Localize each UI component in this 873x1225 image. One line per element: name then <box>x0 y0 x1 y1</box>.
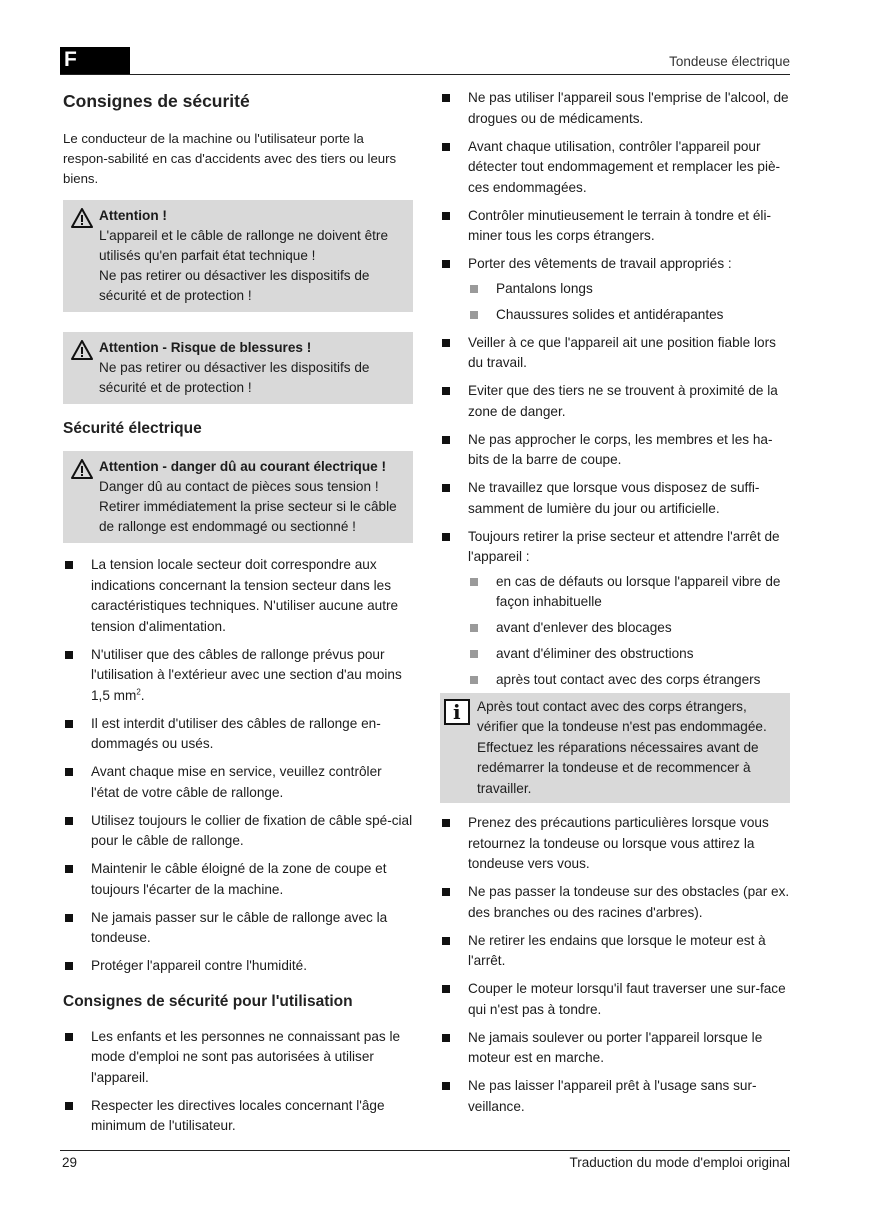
warning-line: Retirer immédiatement la prise secteur si le câble de rallonge est endommagé ou sectionné ! <box>99 499 397 534</box>
list-item: Protéger l'appareil contre l'humidité. <box>63 956 413 977</box>
sub-list-item: après tout contact avec des corps étrangers <box>468 670 790 691</box>
list-item: Couper le moteur lorsqu'il faut traverser une sur-face qui n'est pas à tondre. <box>440 979 790 1020</box>
warning-title: Attention - Risque de blessures ! <box>99 340 312 355</box>
section-title-usage: Consignes de sécurité pour l'utilisation <box>63 992 353 1010</box>
list-item: Ne retirer les endains que lorsque le moteur est à l'arrêt. <box>440 931 790 972</box>
warning-triangle-icon <box>71 459 93 479</box>
list-item: Maintenir le câble éloigné de la zone de coupe et toujours l'écarter de la machine. <box>63 859 413 900</box>
list-item: Ne pas laisser l'appareil prêt à l'usage sans sur-veillance. <box>440 1076 790 1117</box>
warning-box-electrical <box>63 451 413 543</box>
sub-list-item: avant d'enlever des blocages <box>468 618 790 639</box>
warning-box-attention <box>63 200 413 312</box>
right-column <box>440 88 790 1125</box>
footer-text: Traduction du mode d'emploi original <box>569 1155 790 1170</box>
footer-rule <box>60 1150 790 1151</box>
list-item-text: Porter des vêtements de travail appropriés : <box>468 256 732 271</box>
superscript: 2 <box>136 686 141 696</box>
sub-list-item: avant d'éliminer des obstructions <box>468 644 790 665</box>
warning-box-injury <box>63 332 413 404</box>
list-item: Utilisez toujours le collier de fixation de câble spé-cial pour le câble de rallonge. <box>63 811 413 852</box>
list-item: Ne pas passer la tondeuse sur des obstacles (par ex. des branches ou des racines d'arbres). <box>440 882 790 923</box>
unplug-sublist <box>468 572 790 691</box>
list-item: Les enfants et les personnes ne connaissant pas le mode d'emploi ne sont pas autorisées à utiliser l'appareil. <box>63 1027 413 1089</box>
list-item <box>440 254 790 325</box>
sub-list-item: Pantalons longs <box>468 279 790 300</box>
list-item: La tension locale secteur doit correspondre aux indications concernant la tension secteur dans les caractéristiques techniques. N'utiliser aucune autre tension d'alimentation. <box>63 555 413 637</box>
list-item: Ne jamais passer sur le câble de rallonge avec la tondeuse. <box>63 908 413 949</box>
list-item <box>440 527 790 691</box>
list-item: Veiller à ce que l'appareil ait une position fiable lors du travail. <box>440 333 790 374</box>
list-item: Avant chaque mise en service, veuillez contrôler l'état de votre câble de rallonge. <box>63 762 413 803</box>
list-item: Prenez des précautions particulières lorsque vous retournez la tondeuse ou lorsque vous attirez la tondeuse vers vous. <box>440 813 790 875</box>
clothing-sublist <box>468 279 790 326</box>
warning-title: Attention ! <box>99 208 167 223</box>
list-item: Ne pas approcher le corps, les membres et les ha-bits de la barre de coupe. <box>440 430 790 471</box>
electrical-list <box>63 555 413 977</box>
language-code: F <box>64 48 77 71</box>
warning-triangle-icon <box>71 208 93 228</box>
sub-list-item: en cas de défauts ou lorsque l'appareil vibre de façon inhabituelle <box>468 572 790 613</box>
info-icon: i <box>444 699 470 725</box>
warning-title: Attention - danger dû au courant électrique ! <box>99 459 386 474</box>
list-item: Ne travaillez que lorsque vous disposez de suffi-samment de lumière du jour ou artificielle. <box>440 478 790 519</box>
usage-list <box>63 1027 413 1137</box>
list-item: Ne pas utiliser l'appareil sous l'emprise de l'alcool, de drogues ou de médicaments. <box>440 88 790 129</box>
list-item: Respecter les directives locales concernant l'âge minimum de l'utilisateur. <box>63 1096 413 1137</box>
sub-list-item: Chaussures solides et antidérapantes <box>468 305 790 326</box>
info-text: Après tout contact avec des corps étrangers, vérifier que la tondeuse n'est pas endommagée. Effectuez les réparations nécessaires avant de redémarrer la tondeuse et de recommencer à travailler. <box>477 698 767 796</box>
list-item: Ne jamais soulever ou porter l'appareil lorsque le moteur est en marche. <box>440 1028 790 1069</box>
warning-line: Ne pas retirer ou désactiver les dispositifs de sécurité et de protection ! <box>99 268 370 303</box>
list-item: N'utiliser que des câbles de rallonge prévus pour l'utilisation à l'extérieur avec une section d'au moins 1,5 $mm^2$. <box>63 645 413 707</box>
warning-line: L'appareil et le câble de rallonge ne doivent être utilisés qu'en parfait état technique ! <box>99 228 389 263</box>
warning-triangle-icon <box>71 340 93 360</box>
safety-list-a <box>440 88 790 691</box>
info-box <box>440 693 790 804</box>
page-number: 29 <box>62 1155 78 1170</box>
list-item: Il est interdit d'utiliser des câbles de rallonge en-dommagés ou usés. <box>63 714 413 755</box>
header-rule <box>60 74 790 75</box>
warning-line: Ne pas retirer ou désactiver les dispositifs de sécurité et de protection ! <box>99 360 370 395</box>
list-item-text: Toujours retirer la prise secteur et attendre l'arrêt de l'appareil : <box>468 528 780 564</box>
left-column <box>63 88 413 1144</box>
intro-text: Le conducteur de la machine ou l'utilisateur porte la respon-sabilité en cas d'accidents avec des tiers ou leurs biens. <box>63 131 397 186</box>
language-tab <box>60 47 130 75</box>
list-item: Contrôler minutieusement le terrain à tondre et éli-miner tous les corps étrangers. <box>440 206 790 247</box>
safety-list-c <box>440 813 790 1117</box>
section-title-electrical: Sécurité électrique <box>63 420 202 437</box>
header-title: Tondeuse électrique <box>669 54 790 69</box>
section-title-safety: Consignes de sécurité <box>63 91 250 111</box>
list-item: Eviter que des tiers ne se trouvent à proximité de la zone de danger. <box>440 381 790 422</box>
list-item: Avant chaque utilisation, contrôler l'appareil pour détecter tout endommagement et remplacer les piè-ces endommagées. <box>440 137 790 199</box>
warning-line: Danger dû au contact de pièces sous tension ! <box>99 479 379 494</box>
